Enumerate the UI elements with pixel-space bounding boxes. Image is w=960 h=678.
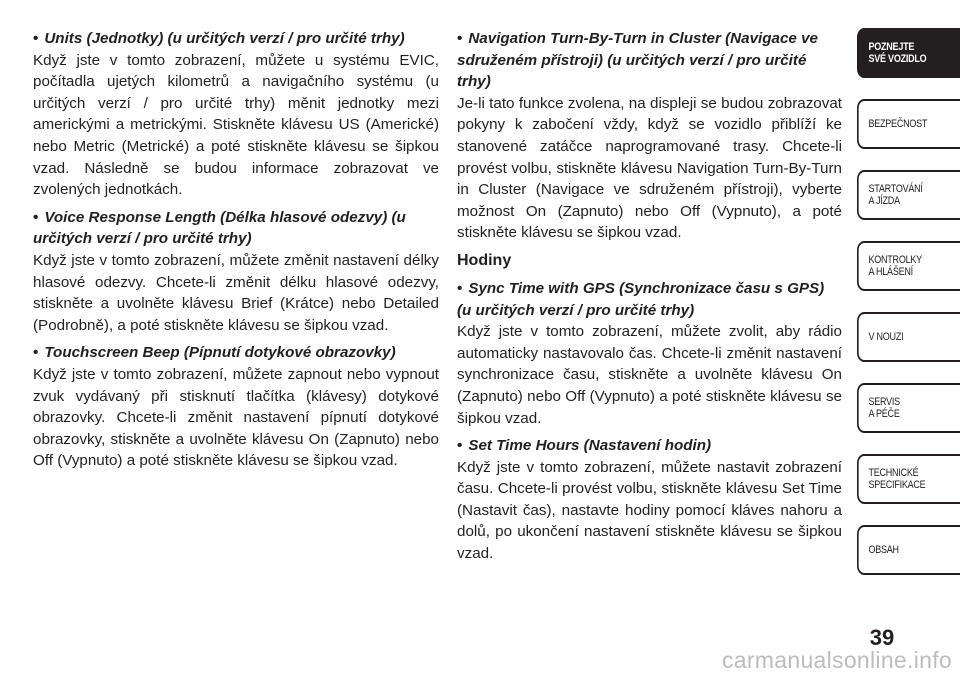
tab-service-and-care[interactable] xyxy=(857,383,960,433)
entry-body: Když jste v tomto zobrazení, můžete zapnout nebo vypnout zvuk vydávaný při stisknutí tlačítka (klávesy) dotykové obrazovky. Chcete-li změnit nastavení pípnutí dotykové obrazovky, stiskněte a uvolněte klávesu On (Zapnuto) nebo Off (Vypnuto) a poté stiskněte klávesu se šipkou vzad. xyxy=(33,365,439,470)
entry-body: Když jste v tomto zobrazení, můžete u systému EVIC, počítadla ujetých kilometrů a navigačního systému (u určitých verzí / pro určité trhy) měnit jednotky mezi americkými a metrickými. Stiskněte klávesu US (Americké) nebo Metric (Metrické) a poté stiskněte klávesu se šipkou vzad. Následně se budou informace zobrazovat ve zvolených jednotkách. xyxy=(33,51,439,199)
tab-emergency[interactable] xyxy=(857,312,960,362)
tab-label: A HLÁŠENÍ xyxy=(868,266,913,278)
entry-title: • Set Time Hours (Nastavení hodin) xyxy=(457,437,712,455)
tab-technical-specifications[interactable] xyxy=(857,454,960,504)
tab-know-your-vehicle[interactable] xyxy=(857,28,960,78)
watermark: carmanualsonline.info xyxy=(721,647,952,673)
set-time-hours-entry xyxy=(457,435,842,565)
entry-body: Když jste v tomto zobrazení, můžete nastavit zobrazení času. Chcete-li provést volbu, stiskněte klávesu Set Time (Nastavit čas), nastavte hodiny pomocí kláves nahoru a dolů, po ukončení nastavení stiskněte klávesu se šipkou vzad. xyxy=(457,458,842,563)
tab-contents[interactable] xyxy=(857,525,960,575)
chapter-tabs xyxy=(857,28,960,596)
entry-body: Když jste v tomto zobrazení, můžete zvolit, aby rádio automaticky nastavovalo čas. Chcete-li změnit nastavení synchronizace času, stiskněte a uvolněte klávesu On (Zapnuto) nebo Off (Vypnuto) a poté stiskněte klávesu se šipkou vzad. xyxy=(457,323,842,427)
entry-title: • Touchscreen Beep (Pípnutí dotykové obrazovky) xyxy=(33,344,396,362)
page-number: 39 xyxy=(869,625,895,650)
tab-warning-lights[interactable] xyxy=(857,241,960,291)
tab-starting-and-driving[interactable] xyxy=(857,170,960,220)
entry-title: • Units (Jednotky) (u určitých verzí / pro určité trhy) xyxy=(33,30,405,47)
tab-label: A PÉČE xyxy=(868,408,900,420)
tab-label: BEZPEČNOST xyxy=(868,118,928,130)
tab-label: V NOUZI xyxy=(868,331,904,343)
units-entry xyxy=(33,28,439,201)
navigation-turn-by-turn-entry xyxy=(457,28,842,244)
tab-label: POZNEJTE xyxy=(868,41,915,53)
tab-label: TECHNICKÉ xyxy=(868,467,919,479)
tab-label: KONTROLKY xyxy=(868,254,922,266)
entry-title: • Navigation Turn-By-Turn in Cluster (Navigace ve sdruženém přístroji) (u určitých verzí / pro určité trhy) xyxy=(457,30,818,91)
entry-title: • Voice Response Length (Délka hlasové odezvy) (u určitých verzí / pro určité trhy) xyxy=(33,208,406,248)
tab-label: STARTOVÁNÍ xyxy=(868,183,923,195)
left-column xyxy=(33,28,439,478)
voice-response-entry xyxy=(33,207,439,337)
tab-label: OBSAH xyxy=(868,544,899,556)
tab-label: SVÉ VOZIDLO xyxy=(868,53,927,65)
touchscreen-beep-entry xyxy=(33,342,439,472)
sync-time-gps-entry xyxy=(457,278,842,429)
tab-label: SERVIS xyxy=(868,396,900,408)
tab-label: A JÍZDA xyxy=(868,195,900,207)
tab-safety[interactable] xyxy=(857,99,960,149)
entry-title: • Sync Time with GPS (Synchronizace času s GPS) (u určitých verzí / pro určité trhy) xyxy=(457,279,825,319)
entry-body: Když jste v tomto zobrazení, můžete změnit nastavení délky hlasové odezvy. Chcete-li změnit délku hlasové odezvy, stiskněte a uvolněte klávesu Brief (Krátce) nebo Detailed (Podrobně), a poté stiskněte klávesu se šipkou vzad. xyxy=(33,251,439,334)
tab-label: SPECIFIKACE xyxy=(868,479,926,491)
right-column xyxy=(457,28,842,571)
section-heading-clock: Hodiny xyxy=(457,251,512,269)
entry-body: Je-li tato funkce zvolena, na displeji se budou zobrazovat pokyny k zabočení vždy, když se vozidlo přiblíží ke stanovené zatáčce naprogramované trasy. Chcete-li provést volbu, stiskněte klávesu Navigation Turn-By-Turn in Cluster (Navigace ve sdruženém přístroji), vyberte možnost On (Zapnuto) nebo Off (Vypnuto), a poté stiskněte klávesu se šipkou vzad. xyxy=(457,94,842,242)
